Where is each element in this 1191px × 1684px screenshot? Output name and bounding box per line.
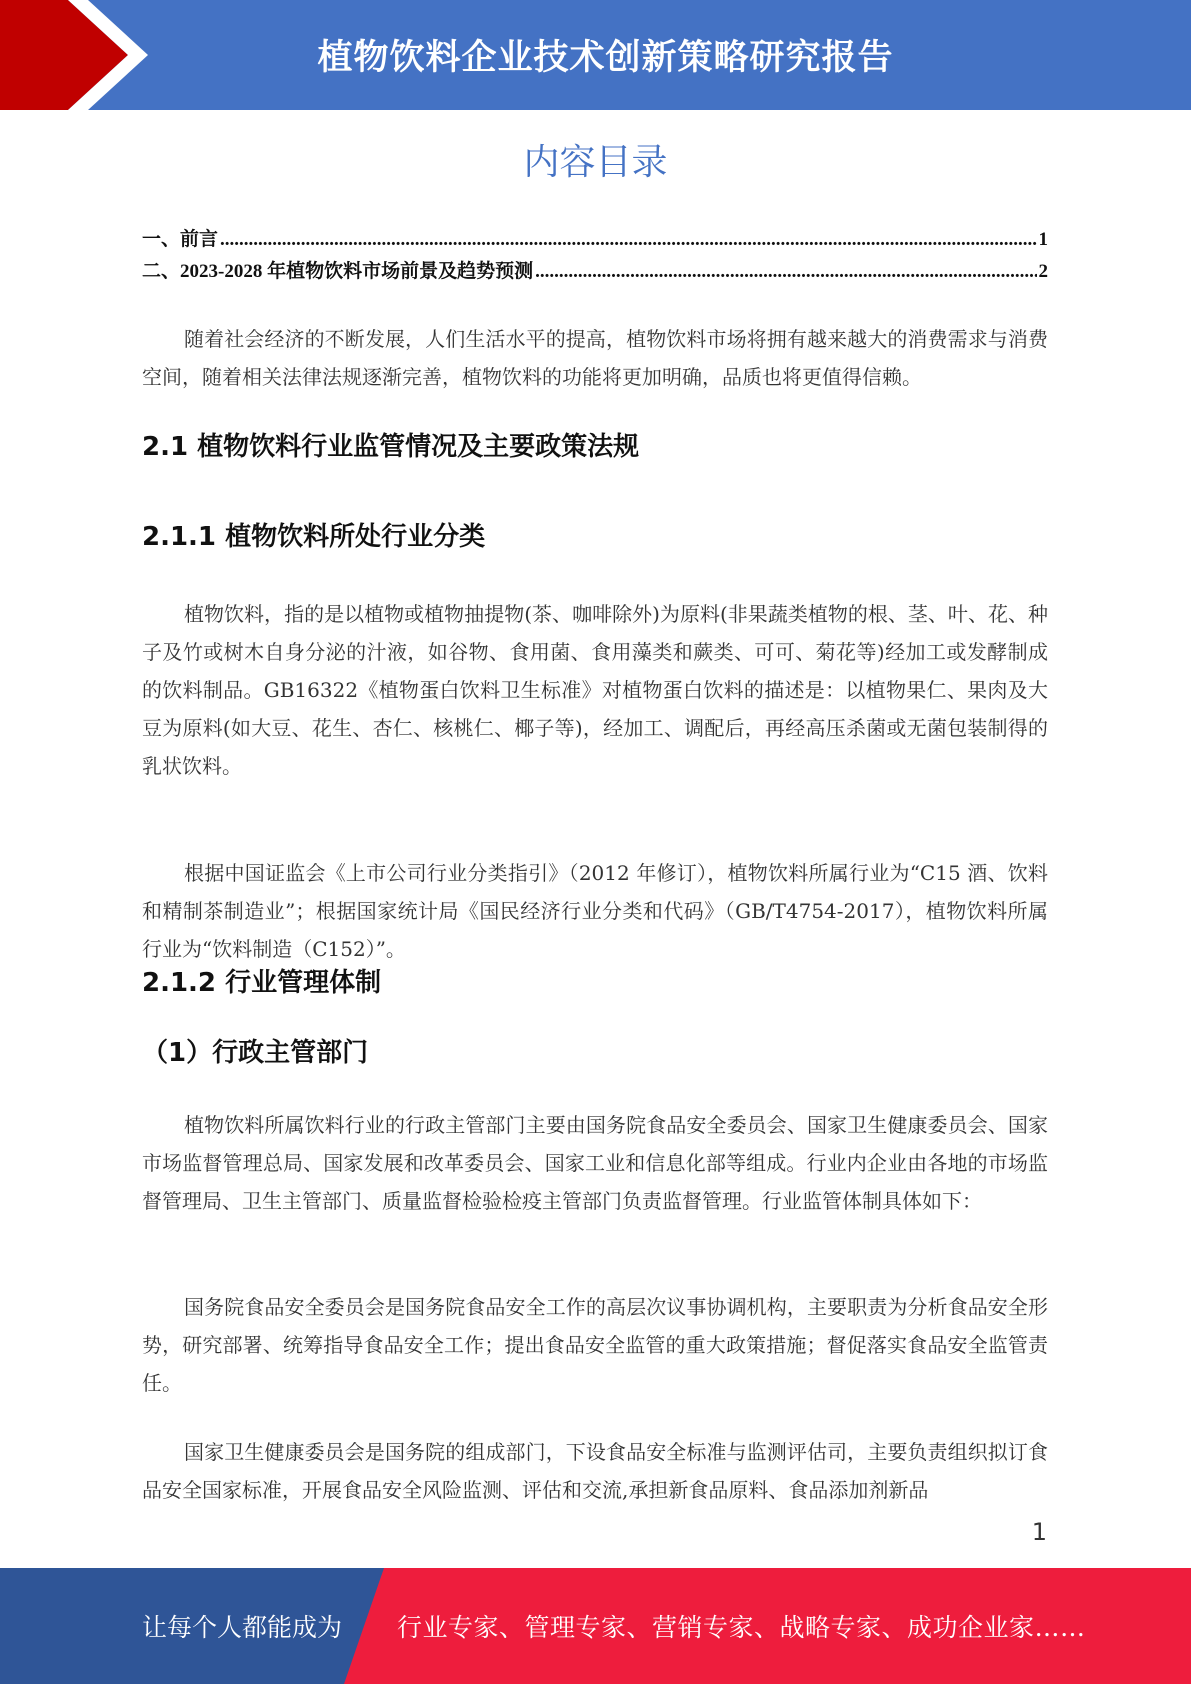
classification-paragraph: 根据中国证监会《上市公司行业分类指引》（2012 年修订），植物饮料所属行业为“C15 酒、饮料和精制茶制造业”；根据国家统计局《国民经济行业分类和代码》（GB/T4754-2017），植物饮料所属行业为“饮料制造（C152）”。	[142, 861, 1048, 961]
section-heading-2-1: 2.1 植物饮料行业监管情况及主要政策法规	[142, 432, 640, 462]
page-number: 1	[1031, 1518, 1047, 1546]
toc-entry-market-forecast[interactable]	[142, 256, 1048, 288]
subsection-heading-block	[142, 962, 1048, 999]
section-heading-2-1-2: 2.1.2 行业管理体制	[142, 968, 382, 998]
classification-block	[142, 854, 1048, 968]
admin-block	[142, 1106, 1048, 1220]
admin-paragraph: 植物饮料所属饮料行业的行政主管部门主要由国务院食品安全委员会、国家卫生健康委员会、国家市场监督管理总局、国家发展和改革委员会、国家工业和信息化部等组成。行业内企业由各地的市场监督管理局、卫生主管部门、质量监督检验检疫主管部门负责监督管理。行业监管体制具体如下：	[142, 1113, 1048, 1213]
section-heading-2-1-1: 2.1.1 植物饮料所处行业分类	[142, 522, 486, 552]
toc-entry-page: 1	[1038, 229, 1048, 250]
item-heading-admin-departments: （1）行政主管部门	[142, 1038, 369, 1068]
council-paragraph: 国务院食品安全委员会是国务院食品安全工作的高层次议事协调机构，主要职责为分析食品安全形势，研究部署、统筹指导食品安全工作；提出食品安全监管的重大政策措施；督促落实食品安全监管责任。	[142, 1295, 1048, 1395]
toc-leader-dots	[535, 261, 1036, 283]
footer-slogan-left: 让每个人都能成为	[142, 1613, 343, 1642]
definition-paragraph: 植物饮料，指的是以植物或植物抽提物(茶、咖啡除外)为原料(非果蔬类植物的根、茎、叶、花、种子及竹或树木自身分泌的汁液，如谷物、食用菌、食用藻类和蕨类、可可、菊花等)经加工或发酵制成的饮料制品。GB16322《植物蛋白饮料卫生标准》对植物蛋白饮料的描述是：以植物果仁、果肉及大豆为原料(如大豆、花生、杏仁、核桃仁、椰子等)，经加工、调配后，再经高压杀菌或无菌包装制得的乳状饮料。	[142, 602, 1048, 778]
footer-slogan-right: 行业专家、管理专家、营销专家、战略专家、成功企业家……	[397, 1613, 1086, 1642]
toc-heading: 内容目录	[523, 142, 668, 183]
footer-banner	[0, 1568, 1191, 1684]
subsection-heading-block	[142, 516, 1048, 553]
header-banner	[0, 0, 1191, 110]
toc-entry-preface[interactable]	[142, 224, 1048, 256]
council-block	[142, 1288, 1048, 1402]
toc-leader-dots	[220, 229, 1036, 251]
section-heading-block	[142, 426, 1048, 463]
definition-block	[142, 595, 1048, 785]
item-heading-block	[142, 1032, 1048, 1069]
toc-entry-label: 二、2023-2028 年植物饮料市场前景及趋势预测	[142, 261, 534, 282]
health-commission-paragraph: 国家卫生健康委员会是国务院的组成部门，下设食品安全标准与监测评估司，主要负责组织拟订食品安全国家标准，开展食品安全风险监测、评估和交流,承担新食品原料、食品添加剂新品	[142, 1440, 1048, 1502]
toc-entry-label: 一、前言	[142, 229, 219, 250]
intro-block	[142, 320, 1048, 396]
table-of-contents	[142, 224, 1048, 288]
health-commission-block	[142, 1433, 1048, 1509]
intro-paragraph: 随着社会经济的不断发展，人们生活水平的提高，植物饮料市场将拥有越来越大的消费需求与消费空间，随着相关法律法规逐渐完善，植物饮料的功能将更加明确，品质也将更值得信赖。	[142, 327, 1048, 389]
toc-entry-page: 2	[1038, 261, 1048, 282]
report-title: 植物饮料企业技术创新策略研究报告	[317, 38, 894, 78]
